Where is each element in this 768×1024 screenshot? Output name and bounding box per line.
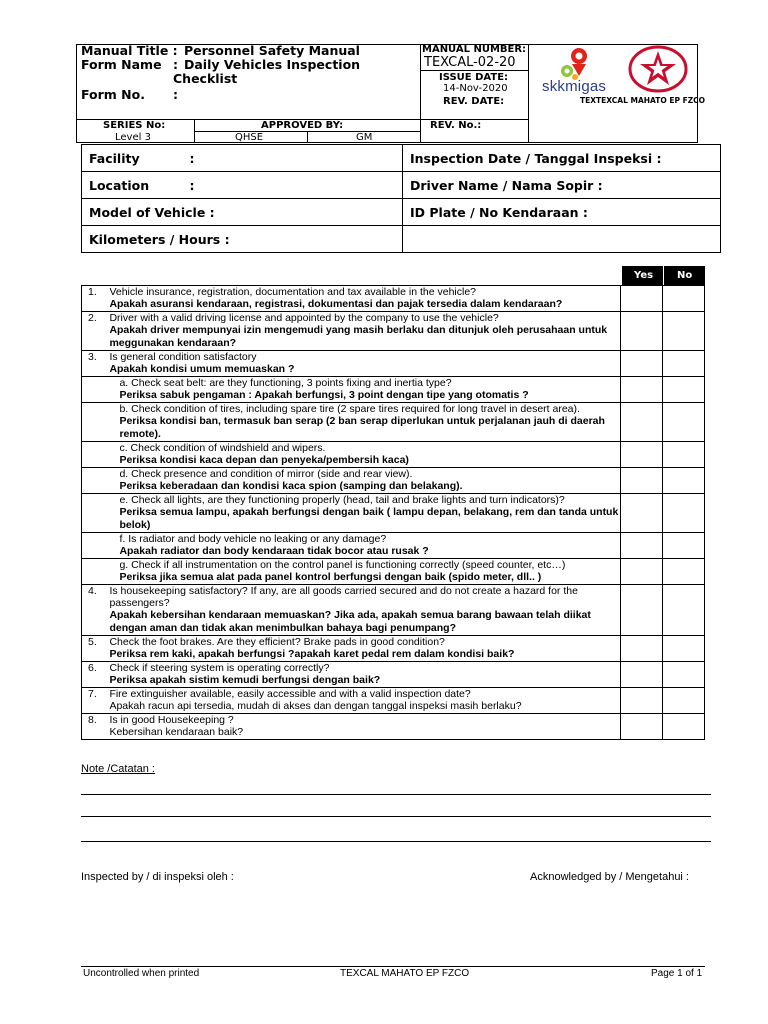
item-text (109, 636, 620, 662)
yes-checkbox[interactable] (621, 377, 663, 403)
manual-title-label: Manual Title : (81, 43, 178, 58)
no-checkbox[interactable] (663, 351, 705, 377)
manual-title-value: Personnel Safety Manual (184, 43, 360, 58)
yes-no-divider (663, 266, 664, 285)
no-checkbox[interactable] (663, 494, 705, 533)
header-divider (194, 119, 195, 143)
item-english: Check if steering system is operating correctly? (109, 662, 330, 674)
approved-by-label: APPROVED BY: (261, 120, 344, 131)
item-indonesian: Apakah kondisi umum memuaskan ? (109, 363, 295, 375)
yes-checkbox[interactable] (621, 662, 663, 688)
item-text (109, 351, 620, 377)
approved-by-qhse: QHSE (235, 132, 264, 143)
kilometers-label: Kilometers / Hours : (89, 231, 230, 247)
item-number: 4. (82, 585, 110, 636)
item-indonesian: Apakah driver mempunyai izin mengemudi yang masih berlaku dan ditunjuk oleh perusahaan untuk meggunakan kendaraan? (109, 324, 608, 349)
series-no-label: SERIES No: (103, 120, 166, 131)
driver-name-label: Driver Name / Nama Sopir : (410, 177, 603, 193)
item-english: c. Check condition of windshield and wipers. (119, 442, 326, 454)
issue-date-value: 14-Nov-2020 (443, 83, 508, 94)
item-number (82, 403, 110, 442)
no-checkbox[interactable] (663, 662, 705, 688)
item-text (109, 312, 620, 351)
checklist-row (82, 442, 705, 468)
form-no-label: Form No. (81, 87, 145, 102)
inspected-by-label: Inspected by / di inspeksi oleh : (81, 871, 234, 883)
item-text (109, 688, 620, 714)
item-english: Check the foot brakes. Are they efficient? Brake pads in good condition? (109, 636, 445, 648)
item-number (82, 468, 110, 494)
no-checkbox[interactable] (663, 714, 705, 740)
driver-name-field[interactable] (403, 172, 721, 199)
note-line[interactable] (81, 816, 711, 817)
info-empty-cell[interactable] (403, 226, 721, 253)
form-name-value: Daily Vehicles Inspection (184, 57, 361, 72)
item-indonesian: Apakah racun api tersedia, mudah di akses dan dengan tanggal inspeksi masih berlaku? (109, 700, 522, 712)
rev-no-label: REV. No.: (430, 120, 482, 131)
location-label: Location (89, 177, 150, 193)
no-checkbox[interactable] (663, 533, 705, 559)
yes-checkbox[interactable] (621, 585, 663, 636)
item-english: a. Check seat belt: are they functioning, 3 points fixing and inertia type? (119, 377, 452, 389)
form-name-colon: : (173, 57, 178, 72)
item-text (109, 377, 620, 403)
yes-checkbox[interactable] (621, 468, 663, 494)
header-divider (420, 70, 528, 71)
item-number: 1. (82, 286, 110, 312)
header-divider (307, 131, 308, 143)
item-number (82, 533, 110, 559)
checklist-row (82, 312, 705, 351)
no-checkbox[interactable] (663, 585, 705, 636)
item-text (109, 468, 620, 494)
item-english: f. Is radiator and body vehicle no leaking or any damage? (119, 533, 387, 545)
item-indonesian: Periksa keberadaan dan kondisi kaca spion (samping dan belakang). (119, 480, 463, 492)
yes-checkbox[interactable] (621, 403, 663, 442)
no-checkbox[interactable] (663, 636, 705, 662)
checklist-row (82, 377, 705, 403)
item-indonesian: Periksa kondisi ban, termasuk ban serap (2 ban serap diperlukan untuk perjalanan jauh di daerah remote). (119, 415, 605, 440)
footer-divider (81, 966, 705, 967)
facility-label: Facility (89, 150, 140, 166)
item-text (109, 714, 620, 740)
yes-checkbox[interactable] (621, 351, 663, 377)
item-english: Is in good Housekeeping ? (109, 714, 234, 726)
checklist-row (82, 662, 705, 688)
no-checkbox[interactable] (663, 559, 705, 585)
header-divider (528, 44, 529, 143)
checklist-row (82, 403, 705, 442)
kilometers-field[interactable] (82, 226, 403, 253)
yes-checkbox[interactable] (621, 688, 663, 714)
no-checkbox[interactable] (663, 688, 705, 714)
item-number (82, 442, 110, 468)
item-text (109, 559, 620, 585)
item-indonesian: Periksa apakah sistim kemudi berfungsi dengan baik? (109, 674, 381, 686)
item-number: 6. (82, 662, 110, 688)
yes-checkbox[interactable] (621, 442, 663, 468)
item-text (109, 403, 620, 442)
rev-date-label: REV. DATE: (443, 96, 505, 107)
no-checkbox[interactable] (663, 442, 705, 468)
item-text (109, 494, 620, 533)
checklist-row (82, 585, 705, 636)
checklist-row (82, 351, 705, 377)
facility-field[interactable] (82, 145, 403, 172)
item-english: Fire extinguisher available, easily accessible and with a valid inspection date? (109, 688, 471, 700)
item-number (82, 377, 110, 403)
acknowledged-by-label: Acknowledged by / Mengetahui : (530, 871, 689, 883)
skkmigas-logo-text: skkmigas (542, 78, 607, 95)
item-number (82, 494, 110, 533)
vehicle-model-field[interactable] (82, 199, 403, 226)
note-label: Note /Catatan : (81, 763, 155, 775)
facility-colon: : (189, 150, 195, 166)
item-indonesian: Periksa jika semua alat pada panel kontrol berfungsi dengan baik (spido meter, dll.. ) (119, 571, 542, 583)
item-number: 5. (82, 636, 110, 662)
form-name-label: Form Name (81, 57, 162, 72)
item-indonesian: Periksa rem kaki, apakah berfungsi ?apakah karet pedal rem dalam kondisi baik? (109, 648, 515, 660)
checklist-row (82, 286, 705, 312)
yes-checkbox[interactable] (621, 533, 663, 559)
item-text (109, 585, 620, 636)
item-text (109, 662, 620, 688)
manual-number-label: MANUAL NUMBER: (422, 44, 527, 55)
item-number: 8. (82, 714, 110, 740)
checklist-row (82, 636, 705, 662)
item-english: e. Check all lights, are they functioning properly (head, tail and brake lights and turn indicators)? (119, 494, 565, 506)
yes-checkbox[interactable] (621, 636, 663, 662)
location-field[interactable] (82, 172, 403, 199)
inspection-date-label: Inspection Date / Tanggal Inspeksi : (410, 150, 662, 166)
vehicle-model-label: Model of Vehicle : (89, 204, 215, 220)
item-indonesian: Periksa semua lampu, apakah berfungsi dengan baik ( lampu depan, belakang, rem dan tanda untuk belok) (119, 506, 619, 531)
form-name-value-2: Checklist (173, 71, 238, 86)
header-divider (420, 44, 421, 143)
no-checkbox[interactable] (663, 468, 705, 494)
no-checkbox[interactable] (663, 377, 705, 403)
id-plate-label: ID Plate / No Kendaraan : (410, 204, 588, 220)
item-indonesian: Kebersihan kendaraan baik? (109, 726, 244, 738)
item-english: b. Check condition of tires, including spare tire (2 spare tires required for long travel in desert area). (119, 403, 580, 415)
id-plate-field[interactable] (403, 199, 721, 226)
item-english: d. Check presence and condition of mirror (side and rear view). (119, 468, 413, 480)
no-checkbox[interactable] (663, 286, 705, 312)
checklist-table (81, 285, 705, 740)
yes-checkbox[interactable] (621, 714, 663, 740)
item-english: Vehicle insurance, registration, documentation and tax available in the vehicle? (109, 286, 476, 298)
no-checkbox[interactable] (663, 403, 705, 442)
checklist-row (82, 688, 705, 714)
inspection-date-field[interactable] (403, 145, 721, 172)
manual-number-value: TEXCAL-02-20 (424, 55, 516, 70)
item-english: Driver with a valid driving license and appointed by the company to use the vehicle? (109, 312, 499, 324)
item-text (109, 286, 620, 312)
form-no-colon: : (173, 87, 178, 102)
checklist-row (82, 533, 705, 559)
item-indonesian: Periksa kondisi kaca depan dan penyeka/pembersih kaca) (119, 454, 409, 466)
footer-page-number: Page 1 of 1 (651, 968, 703, 979)
item-text (109, 442, 620, 468)
yes-checkbox[interactable] (621, 559, 663, 585)
yes-column-header: Yes (634, 270, 654, 281)
footer-uncontrolled: Uncontrolled when printed (83, 968, 200, 979)
footer-company: TEXCAL MAHATO EP FZCO (340, 968, 470, 979)
checklist-row (82, 468, 705, 494)
issue-date-label: ISSUE DATE: (439, 72, 509, 83)
item-indonesian: Periksa sabuk pengaman : Apakah berfungsi, 3 point dengan tipe yang otomatis ? (119, 389, 529, 401)
checklist-row (82, 494, 705, 533)
item-english: g. Check if all instrumentation on the control panel is functioning correctly (speed counter, etc…) (119, 559, 566, 571)
note-line[interactable] (81, 794, 711, 795)
checklist-row (82, 559, 705, 585)
item-indonesian: Apakah radiator dan body kendaraan tidak bocor atau rusak ? (119, 545, 429, 557)
item-indonesian: Apakah asuransi kendaraan, registrasi, dokumentasi dan pajak tersedia dalam kendaraan? (109, 298, 563, 310)
item-number: 2. (82, 312, 110, 351)
item-english: Is general condition satisfactory (109, 351, 257, 363)
item-number (82, 559, 110, 585)
approved-by-gm: GM (356, 132, 373, 143)
yes-checkbox[interactable] (621, 312, 663, 351)
no-column-header: No (677, 270, 693, 281)
series-no-value: Level 3 (115, 132, 151, 143)
checklist-row (82, 714, 705, 740)
note-line[interactable] (81, 841, 711, 842)
star-logo (628, 45, 688, 98)
no-checkbox[interactable] (663, 312, 705, 351)
yes-checkbox[interactable] (621, 494, 663, 533)
company-name: TEXTEXCAL MAHATO EP FZCO (580, 96, 706, 105)
yes-checkbox[interactable] (621, 286, 663, 312)
item-number: 7. (82, 688, 110, 714)
item-text (109, 533, 620, 559)
location-colon: : (189, 177, 195, 193)
item-number: 3. (82, 351, 110, 377)
vehicle-info-table (81, 144, 721, 253)
item-english: Is housekeeping satisfactory? If any, are all goods carried secured and do not create a hazard for the passengers? (109, 585, 578, 609)
item-indonesian: Apakah kebersihan kendaraan memuaskan? Jika ada, apakah semua barang bawaan telah diikat dengan aman dan tidak akan menimbulkan bahaya bagi penumpang? (109, 609, 591, 634)
